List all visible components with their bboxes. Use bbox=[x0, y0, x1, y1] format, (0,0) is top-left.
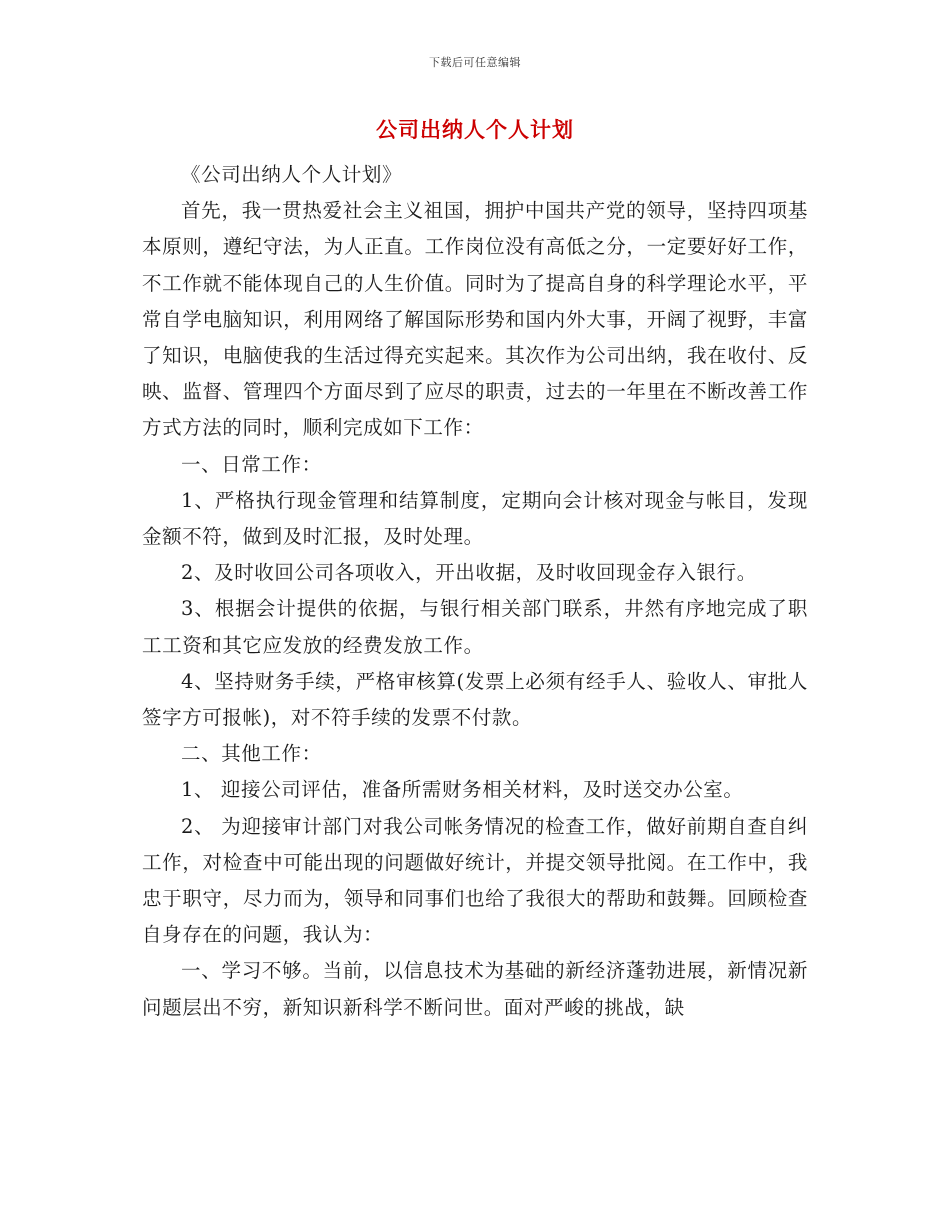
document-title: 公司出纳人个人计划 bbox=[376, 117, 574, 142]
paragraph-intro: 首先，我一贯热爱社会主义祖国，拥护中国共产党的领导，坚持四项基本原则，遵纪守法，为人正直。工作岗位没有高低之分，一定要好好工作，不工作就不能体现自己的人生价值。同时为了提高自身的科学理论水平，平常自学电脑知识，利用网络了解国际形势和国内外大事，开阔了视野，丰富了知识，电脑使我的生活过得充实起来。其次作为公司出纳，我在收付、反映、监督、管理四个方面尽到了应尽的职责，过去的一年里在不断改善工作方式方法的同时，顺利完成如下工作： bbox=[142, 199, 808, 440]
list-item-daily-4: 4、坚持财务手续，严格审核算(发票上必须有经手人、验收人、审批人签字方可报帐)，对不符手续的发票不付款。 bbox=[142, 669, 808, 730]
list-item-daily-2: 2、及时收回公司各项收入，开出收据，及时收回现金存入银行。 bbox=[181, 561, 757, 585]
paragraph-learning-shortfall: 一、学习不够。当前，以信息技术为基础的新经济蓬勃进展，新情况新问题层出不穷，新知识新科学不断问世。面对严峻的挑战，缺 bbox=[142, 959, 808, 1019]
section-heading-daily-work: 一、日常工作： bbox=[181, 452, 322, 476]
list-item-other-1: 1、 迎接公司评估，准备所需财务相关材料，及时送交办公室。 bbox=[181, 778, 744, 802]
document-body bbox=[142, 157, 808, 1026]
paragraph-book-title: 《公司出纳人个人计划》 bbox=[181, 163, 403, 186]
list-item-other-2: 2、 为迎接审计部门对我公司帐务情况的检查工作，做好前期自查自纠工作，对检查中可能出现的问题做好统计，并提交领导批阅。在工作中，我忠于职守，尽力而为，领导和同事们也给了我很大的帮助和鼓舞。回顾检查自身存在的问题，我认为： bbox=[142, 814, 808, 947]
list-item-daily-1: 1、严格执行现金管理和结算制度，定期向会计核对现金与帐目，发现金额不符，做到及时汇报，及时处理。 bbox=[142, 488, 808, 549]
page-header: 下载后可任意编辑 bbox=[429, 56, 521, 69]
list-item-daily-3: 3、根据会计提供的依据，与银行相关部门联系，井然有序地完成了职工工资和其它应发放的经费发放工作。 bbox=[142, 597, 808, 657]
section-heading-other-work: 二、其他工作： bbox=[181, 742, 322, 766]
